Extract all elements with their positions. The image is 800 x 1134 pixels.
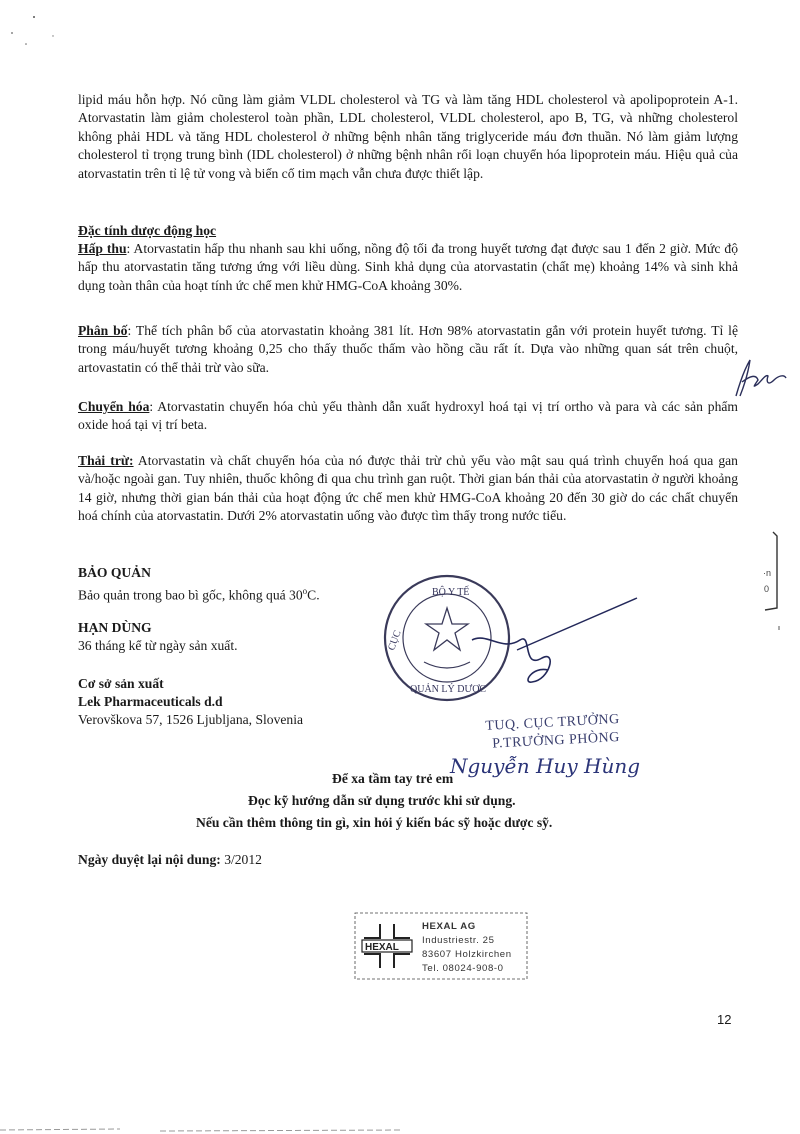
review-date-label: Ngày duyệt lại nội dung:: [78, 852, 221, 867]
hexal-street: Industriestr. 25: [422, 935, 495, 946]
elimination-paragraph: [78, 452, 738, 526]
distribution-text: : Thể tích phân bố của atorvastatin khoảng 381 lít. Hơn 98% atorvastatin gắn với protein huyết tương. Tỉ lệ trong máu/huyết tương khoảng 0,25 cho thấy thuốc thấm vào hồng cầu rất ít. Dựa vào những quan sát trên chuột, artovastatin có thể thải trừ vào sữa.: [78, 323, 738, 375]
distribution-label: Phân bố: [78, 323, 128, 338]
margin-marks: [755, 530, 795, 750]
pharmacokinetics-heading: Đặc tính dược động học: [78, 223, 217, 238]
scan-edge: [0, 1124, 800, 1134]
absorption-text: : Atorvastatin hấp thu nhanh sau khi uống, nồng độ tối đa trong huyết tương đạt được sau 1 đến 2 giờ. Mức độ hấp thu atorvastatin tăng tương ứng với liều dùng. Sinh khả dụng của atorvastatin (chất mẹ) khoảng 14% và sinh khả dụng toàn thân của hoạt tính ức chế men khử HMG-CoA khoảng 30%.: [78, 241, 738, 293]
storage-text-main: Bảo quản trong bao bì gốc, không quá 30: [78, 587, 303, 603]
handwritten-initials: [728, 352, 790, 404]
elimination-text: Atorvastatin và chất chuyển hóa của nó được thải trừ chủ yếu vào mật sau quá trình chuyển hoá qua gan và/hoặc ngoài gan. Tuy nhiên, thuốc không đi qua chu trình gan ruột. Thời gian bán thải của atorvastatin ở người khoảng 14 giờ, nhưng thời gian bán thải của hoạt động ức chế men khử HMG-CoA khoảng 20 đến 30 giờ do các chất chuyển hoá chính của atorvastatin. Dưới 2% atorvastatin uống vào được tìm thấy trong nước tiểu.: [78, 453, 738, 524]
warning-children: Để xa tầm tay trẻ em: [332, 771, 454, 786]
hexal-phone: Tel. 08024-908-0: [422, 963, 504, 974]
storage-text-end: C.: [307, 587, 320, 603]
hexal-address-block: [422, 920, 512, 976]
seal-star-icon: [426, 608, 468, 650]
seal-left-text: CỤC: [386, 628, 404, 653]
shelf-life-text: 36 tháng kể từ ngày sản xuất.: [78, 638, 238, 653]
paragraph-lipid-effects: lipid máu hỗn hợp. Nó cũng làm giảm VLDL cholesterol và TG và làm tăng HDL cholesterol và apolipoprotein A-1. Atorvastatin làm giảm cholesterol toàn phần, LDL cholesterol, VLDL cholesterol, apo B, TG, và những cholesterol không phải HDL và tăng HDL cholesterol ở những bệnh nhân tăng triglyceride máu đơn thuần. Nó làm giảm lượng cholesterol tỉ trọng trung bình (IDL cholesterol) ở những bệnh nhân rối loạn chuyển hóa lipoprotein máu. Hiệu quả của atorvastatin trên tỉ lệ tử vong và biến cố tim mạch vẫn chưa được thiết lập.: [78, 92, 738, 181]
manufacturer-address: Verovškova 57, 1526 Ljubljana, Slovenia: [78, 712, 304, 727]
hexal-city: 83607 Holzkirchen: [422, 949, 512, 960]
approval-title-line1: TUQ. CỤC TRƯỞNG: [485, 711, 621, 734]
page-number: 12: [717, 1012, 732, 1027]
approval-titles: [485, 711, 621, 754]
shelf-life-heading: HẠN DÙNG: [78, 620, 152, 635]
signature-scribble: [472, 638, 550, 682]
approval-title-line2: P.TRƯỞNG PHÒNG: [491, 729, 621, 752]
metabolism-text: : Atorvastatin chuyển hóa chủ yếu thành dẫn xuất hydroxyl hoá tại vị trí ortho và para và các sản phẩm oxide hoá tại vị trí beta.: [78, 399, 739, 433]
warning-consult-doctor: Nếu cần thêm thông tin gì, xin hỏi ý kiến bác sỹ hoặc dược sỹ.: [196, 815, 553, 830]
ministry-seal: [372, 570, 652, 710]
manufacturer-name: Lek Pharmaceuticals d.d: [78, 694, 223, 709]
storage-text: [78, 582, 320, 605]
warning-read-instructions: Đọc kỹ hướng dẫn sử dụng trước khi sử dụng.: [248, 793, 516, 808]
metabolism-paragraph: [78, 398, 738, 435]
svg-text:·n: ·n: [763, 568, 772, 578]
absorption-paragraph: [78, 240, 738, 295]
seal-top-text: BỘ Y TẾ: [432, 587, 470, 598]
review-date: [78, 851, 262, 869]
distribution-paragraph: [78, 322, 738, 377]
signer-name: Nguyễn Huy Hùng: [450, 754, 641, 778]
absorption-label: Hấp thu: [78, 241, 127, 256]
scan-specks: [0, 0, 80, 60]
storage-heading: BẢO QUẢN: [78, 565, 151, 580]
storage-degree: o: [302, 586, 308, 596]
hexal-logo-text: HEXAL: [365, 942, 399, 953]
hexal-company: HEXAL AG: [422, 921, 476, 932]
metabolism-label: Chuyển hóa: [78, 399, 150, 414]
manufacturer-heading: Cơ sở sản xuất: [78, 676, 164, 691]
review-date-value: 3/2012: [224, 852, 262, 867]
seal-bottom-text: QUẢN LÝ DƯỢC: [410, 684, 487, 695]
svg-text:0: 0: [764, 584, 770, 594]
elimination-label: Thải trừ:: [78, 453, 134, 468]
